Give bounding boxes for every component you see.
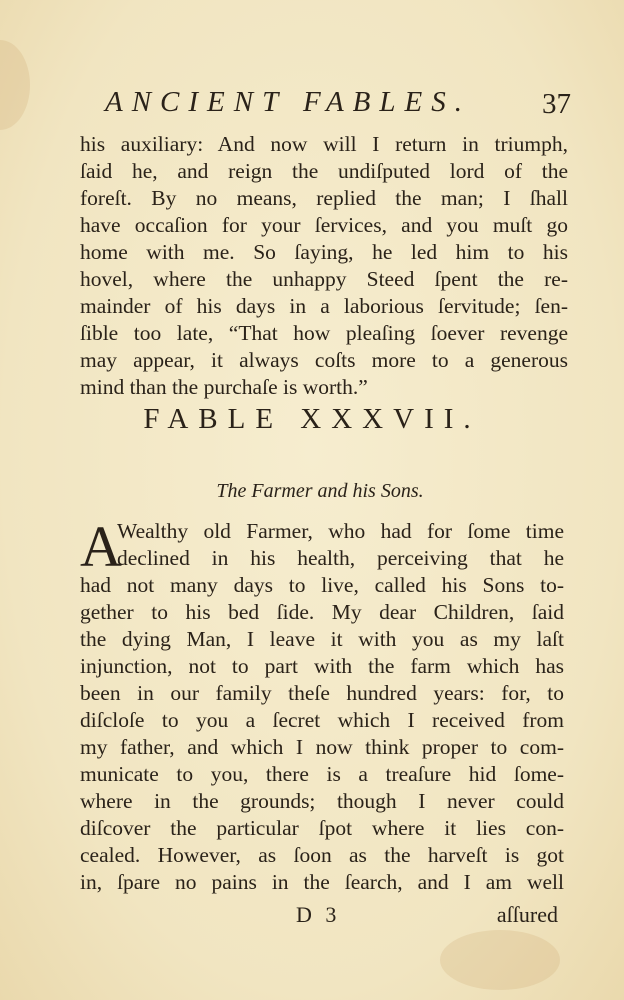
text-line: ſaid he, and reign the undiſputed lord of the: [80, 159, 568, 183]
fable-body: [80, 514, 564, 896]
text-line: foreſt. By no means, replied the man; I ſhall: [80, 186, 568, 210]
paragraph-continuation: [80, 131, 568, 401]
text-line: diſcover the particular ſpot where it lies con-: [80, 816, 564, 840]
running-title: ANCIENT FABLES.: [105, 86, 471, 118]
text-line: in, ſpare no pains in the ſearch, and I am well: [80, 870, 564, 894]
text-line: cealed. However, as ſoon as the harveſt is got: [80, 843, 564, 867]
text-line: may appear, it always coſts more to a generous: [80, 348, 568, 372]
text-line: declined in his health, perceiving that he: [117, 546, 564, 570]
paper-stain: [440, 930, 560, 990]
text-line: ſible too late, “That how pleaſing ſoever revenge: [80, 321, 568, 345]
text-line: home with me. So ſaying, he led him to his: [80, 240, 568, 264]
catchword: aſſured: [496, 902, 558, 927]
text-line: diſcloſe to you a ſecret which I received from: [80, 708, 564, 732]
page-number: 37: [542, 88, 571, 120]
text-line: Wealthy old Farmer, who had for ſome time: [117, 519, 564, 543]
text-line: have occaſion for your ſervices, and you muſt go: [80, 213, 568, 237]
page-header: [105, 86, 575, 126]
text-line: my father, and which I now think proper to com-: [80, 735, 564, 759]
fable-title: FABLE XXXVII.: [143, 403, 481, 435]
text-line: gether to his bed ſide. My dear Children, ſaid: [80, 600, 564, 624]
fable-subtitle: The Farmer and his Sons.: [216, 480, 424, 502]
text-line: had not many days to live, called his Sons to-: [80, 573, 564, 597]
text-line: where in the grounds; though I never could: [80, 789, 564, 813]
text-line: mainder of his days in a laborious ſervitude; ſen-: [80, 294, 568, 318]
drop-cap: A: [80, 514, 122, 579]
text-line: the dying Man, I leave it with you as my laſt: [80, 627, 564, 651]
paper-stain: [0, 40, 30, 130]
text-line: injunction, not to part with the farm which has: [80, 654, 564, 678]
page-footer: [0, 902, 624, 932]
text-line: mind than the purchaſe is worth.”: [80, 375, 368, 399]
signature-mark: D 3: [296, 902, 341, 927]
text-line: been in our family theſe hundred years: for, to: [80, 681, 564, 705]
text-line: his auxiliary: And now will I return in triumph,: [80, 132, 568, 156]
text-line: hovel, where the unhappy Steed ſpent the re-: [80, 267, 568, 291]
text-line: municate to you, there is a treaſure hid ſome-: [80, 762, 564, 786]
